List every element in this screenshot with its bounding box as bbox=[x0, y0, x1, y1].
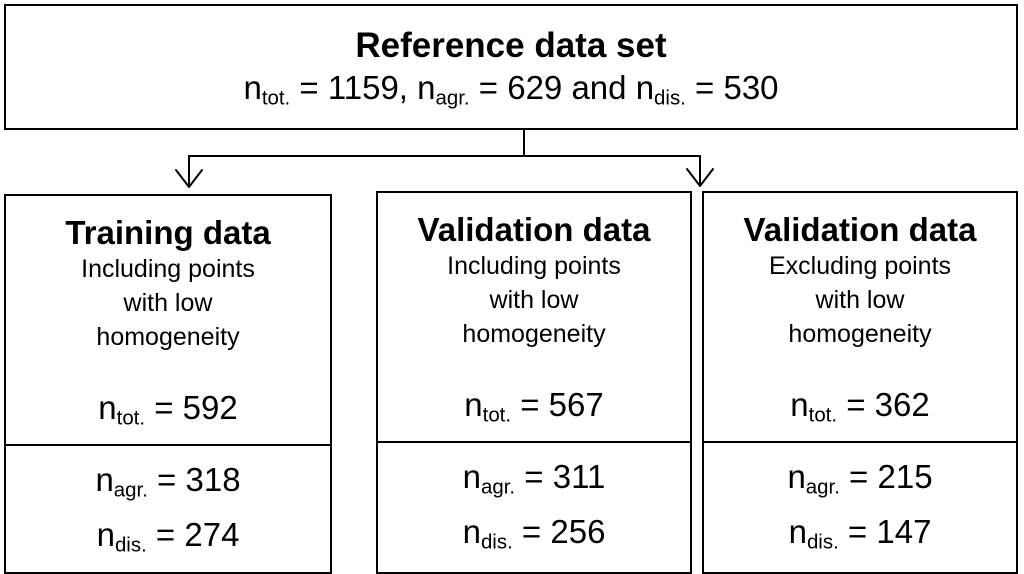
tot-value: = 1159, bbox=[290, 69, 418, 106]
tot-subscript: tot. bbox=[482, 403, 512, 427]
tot-value: = 567 bbox=[511, 386, 604, 423]
n-symbol: n bbox=[787, 458, 806, 495]
n-disagreement bbox=[6, 515, 330, 555]
agr-subscript: agr. bbox=[805, 475, 840, 499]
agr-subscript: agr. bbox=[113, 478, 148, 502]
n-agreement bbox=[378, 457, 690, 497]
box-title: Training data bbox=[65, 214, 271, 251]
n-symbol: n bbox=[788, 513, 807, 550]
box-title: Validation data bbox=[417, 211, 651, 248]
dis-subscript: dis. bbox=[114, 533, 147, 557]
agr-value: = 629 and bbox=[469, 69, 636, 106]
n-tot-symbol: n bbox=[243, 69, 262, 106]
dis-value: = 147 bbox=[838, 513, 932, 550]
dis-subscript: dis. bbox=[806, 530, 839, 554]
n-total bbox=[704, 385, 1016, 425]
n-symbol: n bbox=[790, 386, 809, 423]
description-line: with low bbox=[123, 289, 213, 317]
description-line: homogeneity bbox=[462, 320, 606, 348]
n-symbol: n bbox=[96, 516, 115, 553]
box-description bbox=[6, 252, 330, 354]
description-line: with low bbox=[489, 286, 579, 314]
section-divider bbox=[704, 441, 1016, 443]
tot-value: = 362 bbox=[837, 386, 930, 423]
description-line: with low bbox=[815, 286, 905, 314]
training-data-box bbox=[4, 194, 332, 574]
reference-data-set-box bbox=[4, 4, 1018, 130]
description-line: Including points bbox=[447, 252, 621, 280]
dis-value: = 530 bbox=[685, 69, 779, 106]
tot-subscript: tot. bbox=[116, 406, 146, 430]
n-symbol: n bbox=[98, 389, 117, 426]
left-arrow-head bbox=[176, 170, 202, 187]
agr-value: = 215 bbox=[839, 458, 933, 495]
n-total bbox=[378, 385, 690, 425]
section-divider bbox=[378, 441, 690, 443]
box-title: Validation data bbox=[743, 211, 977, 248]
right-arrow-head bbox=[687, 169, 713, 186]
n-agreement bbox=[704, 457, 1016, 497]
n-disagreement bbox=[704, 512, 1016, 552]
box-description bbox=[378, 249, 690, 351]
tot-subscript: tot. bbox=[261, 86, 291, 110]
description-line: Excluding points bbox=[768, 252, 952, 280]
agr-subscript: agr. bbox=[481, 475, 516, 499]
agr-value: = 311 bbox=[515, 458, 606, 495]
reference-counts bbox=[6, 68, 1016, 108]
agr-subscript: agr. bbox=[435, 86, 470, 110]
dis-value: = 256 bbox=[512, 513, 606, 550]
description-line: Including points bbox=[81, 255, 255, 283]
description-line: homogeneity bbox=[788, 320, 932, 348]
validation-data-excluding-box bbox=[702, 191, 1018, 574]
box-description bbox=[704, 249, 1016, 351]
dis-value: = 274 bbox=[146, 516, 240, 553]
description-line: homogeneity bbox=[96, 323, 240, 351]
n-agreement bbox=[6, 460, 330, 500]
section-divider bbox=[6, 444, 330, 446]
n-symbol: n bbox=[464, 386, 483, 423]
agr-value: = 318 bbox=[147, 461, 241, 498]
n-total bbox=[6, 388, 330, 428]
dis-subscript: dis. bbox=[654, 86, 686, 110]
n-symbol: n bbox=[95, 461, 114, 498]
n-symbol: n bbox=[462, 458, 482, 495]
validation-data-including-box bbox=[376, 191, 692, 574]
tot-subscript: tot. bbox=[808, 403, 838, 427]
n-agr-symbol: n bbox=[417, 69, 436, 106]
reference-title: Reference data set bbox=[355, 26, 667, 65]
tot-value: = 592 bbox=[145, 389, 238, 426]
dis-subscript: dis. bbox=[480, 530, 513, 554]
n-dis-symbol: n bbox=[635, 69, 655, 106]
n-disagreement bbox=[378, 512, 690, 552]
n-symbol: n bbox=[462, 513, 481, 550]
